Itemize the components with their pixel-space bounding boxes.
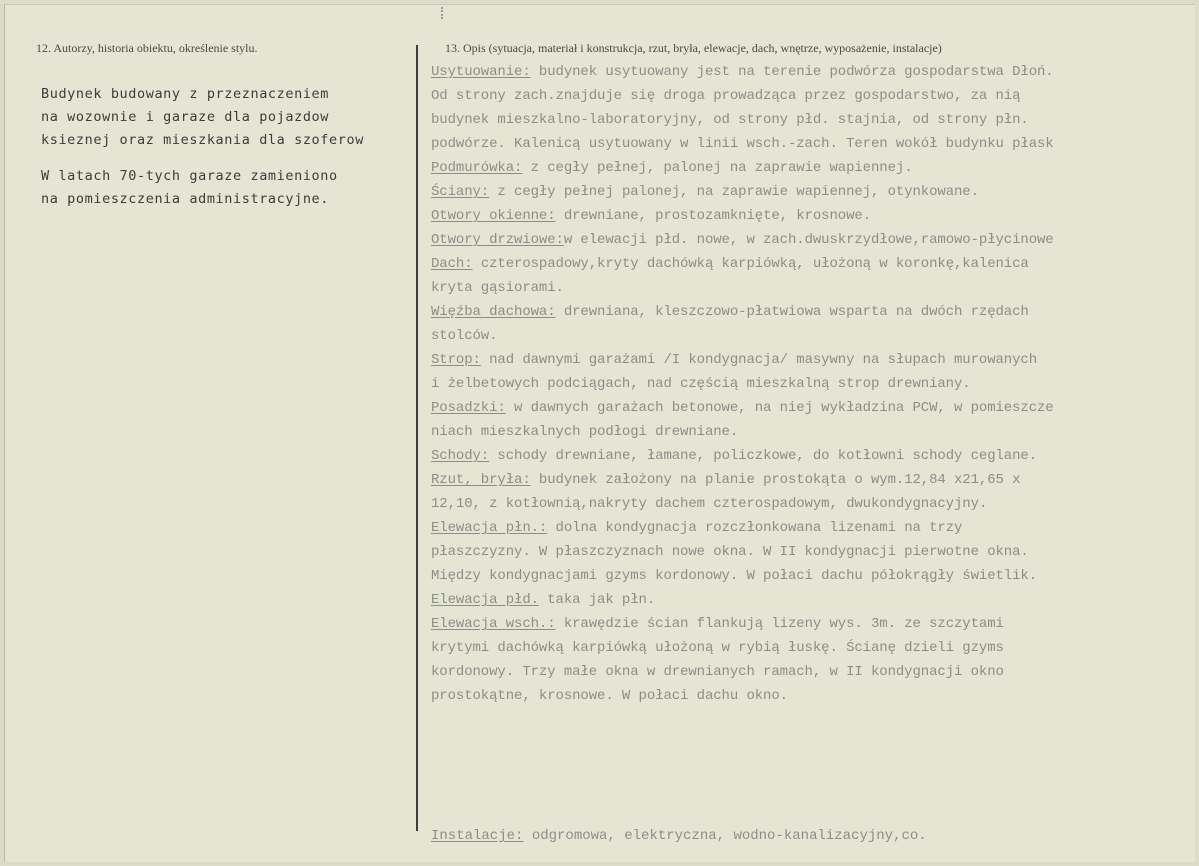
- description-value: prostokątne, krosnowe. W połaci dachu okno.: [431, 688, 788, 704]
- history-line: ksieznej oraz mieszkania dla szoferow: [41, 132, 364, 148]
- description-label: Więźba dachowa:: [431, 304, 556, 320]
- description-value: i żelbetowych podciągach, nad częścią mieszkalną strop drewniany.: [431, 376, 971, 392]
- installations-value: odgromowa, elektryczna, wodno-kanalizacyjny,co.: [523, 828, 927, 844]
- description-label: Usytuowanie:: [431, 64, 531, 80]
- description-value: stolców.: [431, 328, 498, 344]
- right-section-header: 13. Opis (sytuacja, materiał i konstrukcja, rzut, bryła, elewacje, dach, wnętrze, wyposażenie, instalacje): [445, 41, 942, 55]
- description-row: [431, 468, 1199, 492]
- description-row: [431, 540, 1199, 564]
- installations-line: [431, 828, 927, 844]
- description-row: [431, 660, 1199, 684]
- description-value: kryta gąsiorami.: [431, 280, 564, 296]
- description-value: podwórze. Kalenicą usytuowany w linii wsch.-zach. Teren wokół budynku płask: [431, 136, 1054, 152]
- description-label: Strop:: [431, 352, 481, 368]
- description-label: Rzut, bryła:: [431, 472, 531, 488]
- description-row: [431, 516, 1199, 540]
- description-value: drewniana, kleszczowo-płatwiowa wsparta na dwóch rzędach: [555, 304, 1029, 320]
- description-row: [431, 684, 1199, 708]
- description-row: [431, 108, 1199, 132]
- description-label: Otwory drzwiowe:: [431, 232, 564, 248]
- installations-label: Instalacje:: [431, 828, 524, 844]
- description-value: z cegły pełnej palonej, na zaprawie wapiennej, otynkowane.: [489, 184, 979, 200]
- description-value: płaszczyzny. W płaszczyznach nowe okna. W II kondygnacji pierwotne okna.: [431, 544, 1029, 560]
- description-row: [431, 372, 1199, 396]
- description-value: budynek usytuowany jest na terenie podwórza gospodarstwa Dłoń.: [530, 64, 1054, 80]
- history-line: na pomieszczenia administracyjne.: [41, 191, 330, 207]
- history-line: W latach 70-tych garaze zamieniono: [41, 168, 338, 184]
- description-value: czterospadowy,kryty dachówką karpiówką, ułożoną w koronkę,kalenica: [472, 256, 1029, 272]
- description-row: [431, 420, 1199, 444]
- left-section-header: 12. Autorzy, historia obiektu, określenie stylu.: [36, 41, 258, 55]
- history-line: [41, 152, 421, 165]
- description-value: niach mieszkalnych podłogi drewniane.: [431, 424, 739, 440]
- description-value: Od strony zach.znajduje się droga prowadząca przez gospodarstwo, za nią: [431, 88, 1021, 104]
- description-label: Elewacja płn.:: [431, 520, 548, 536]
- description-row: [431, 204, 1199, 228]
- description-value: budynek mieszkalno-laboratoryjny, od strony płd. stajnia, od strony płn.: [431, 112, 1029, 128]
- description-row: [431, 132, 1199, 156]
- description-row: [431, 252, 1199, 276]
- description-row: [431, 564, 1199, 588]
- description-row: [431, 612, 1199, 636]
- description-label: Ściany:: [431, 184, 490, 200]
- description-value: 12,10, z kotłownią,nakryty dachem czterospadowym, dwukondygnacyjny.: [431, 496, 988, 512]
- description-row: [431, 228, 1199, 252]
- staple-mark: [441, 7, 449, 19]
- history-line: Budynek budowany z przeznaczeniem: [41, 86, 330, 102]
- description-label: Elewacja płd.: [431, 592, 539, 608]
- description-label: Podmurówka:: [431, 160, 523, 176]
- description-row: [431, 444, 1199, 468]
- description-text: [431, 60, 1199, 708]
- description-row: [431, 348, 1199, 372]
- description-value: schody drewniane, łamane, policzkowe, do kotłowni schody ceglane.: [489, 448, 1038, 464]
- description-label: Posadzki:: [431, 400, 506, 416]
- description-row: [431, 60, 1199, 84]
- description-row: [431, 180, 1199, 204]
- description-label: Schody:: [431, 448, 490, 464]
- description-row: [431, 300, 1199, 324]
- description-value: dolna kondygnacja rozczłonkowana lizenami na trzy: [547, 520, 963, 536]
- description-value: w dawnych garażach betonowe, na niej wykładzina PCW, w pomieszcze: [505, 400, 1054, 416]
- description-value: krytymi dachówką karpiówką ułożoną w rybią łuskę. Ścianę dzieli gzyms: [431, 640, 1004, 656]
- description-value: w elewacji płd. nowe, w zach.dwuskrzydłowe,ramowo-płycinowe: [563, 232, 1054, 248]
- description-row: [431, 396, 1199, 420]
- description-label: Dach:: [431, 256, 473, 272]
- description-row: [431, 276, 1199, 300]
- description-value: budynek założony na planie prostokąta o wym.12,84 x21,65 x: [530, 472, 1021, 488]
- description-value: z cegły pełnej, palonej na zaprawie wapiennej.: [522, 160, 913, 176]
- description-row: [431, 324, 1199, 348]
- description-value: Między kondygnacjami gzyms kordonowy. W połaci dachu półokrągły świetlik.: [431, 568, 1038, 584]
- description-row: [431, 492, 1199, 516]
- record-card: [4, 4, 1195, 862]
- description-value: kordonowy. Trzy małe okna w drewnianych ramach, w II kondygnacji okno: [431, 664, 1004, 680]
- description-label: Otwory okienne:: [431, 208, 556, 224]
- description-row: [431, 636, 1199, 660]
- description-value: taka jak płn.: [538, 592, 656, 608]
- description-row: [431, 156, 1199, 180]
- description-value: drewniane, prostozamknięte, krosnowe.: [555, 208, 871, 224]
- description-value: krawędzie ścian flankują lizeny wys. 3m. ze szczytami: [555, 616, 1004, 632]
- history-text: [41, 83, 421, 211]
- description-row: [431, 588, 1199, 612]
- description-row: [431, 84, 1199, 108]
- description-label: Elewacja wsch.:: [431, 616, 556, 632]
- history-line: na wozownie i garaze dla pojazdow: [41, 109, 330, 125]
- description-value: nad dawnymi garażami /I kondygnacja/ masywny na słupach murowanych: [480, 352, 1038, 368]
